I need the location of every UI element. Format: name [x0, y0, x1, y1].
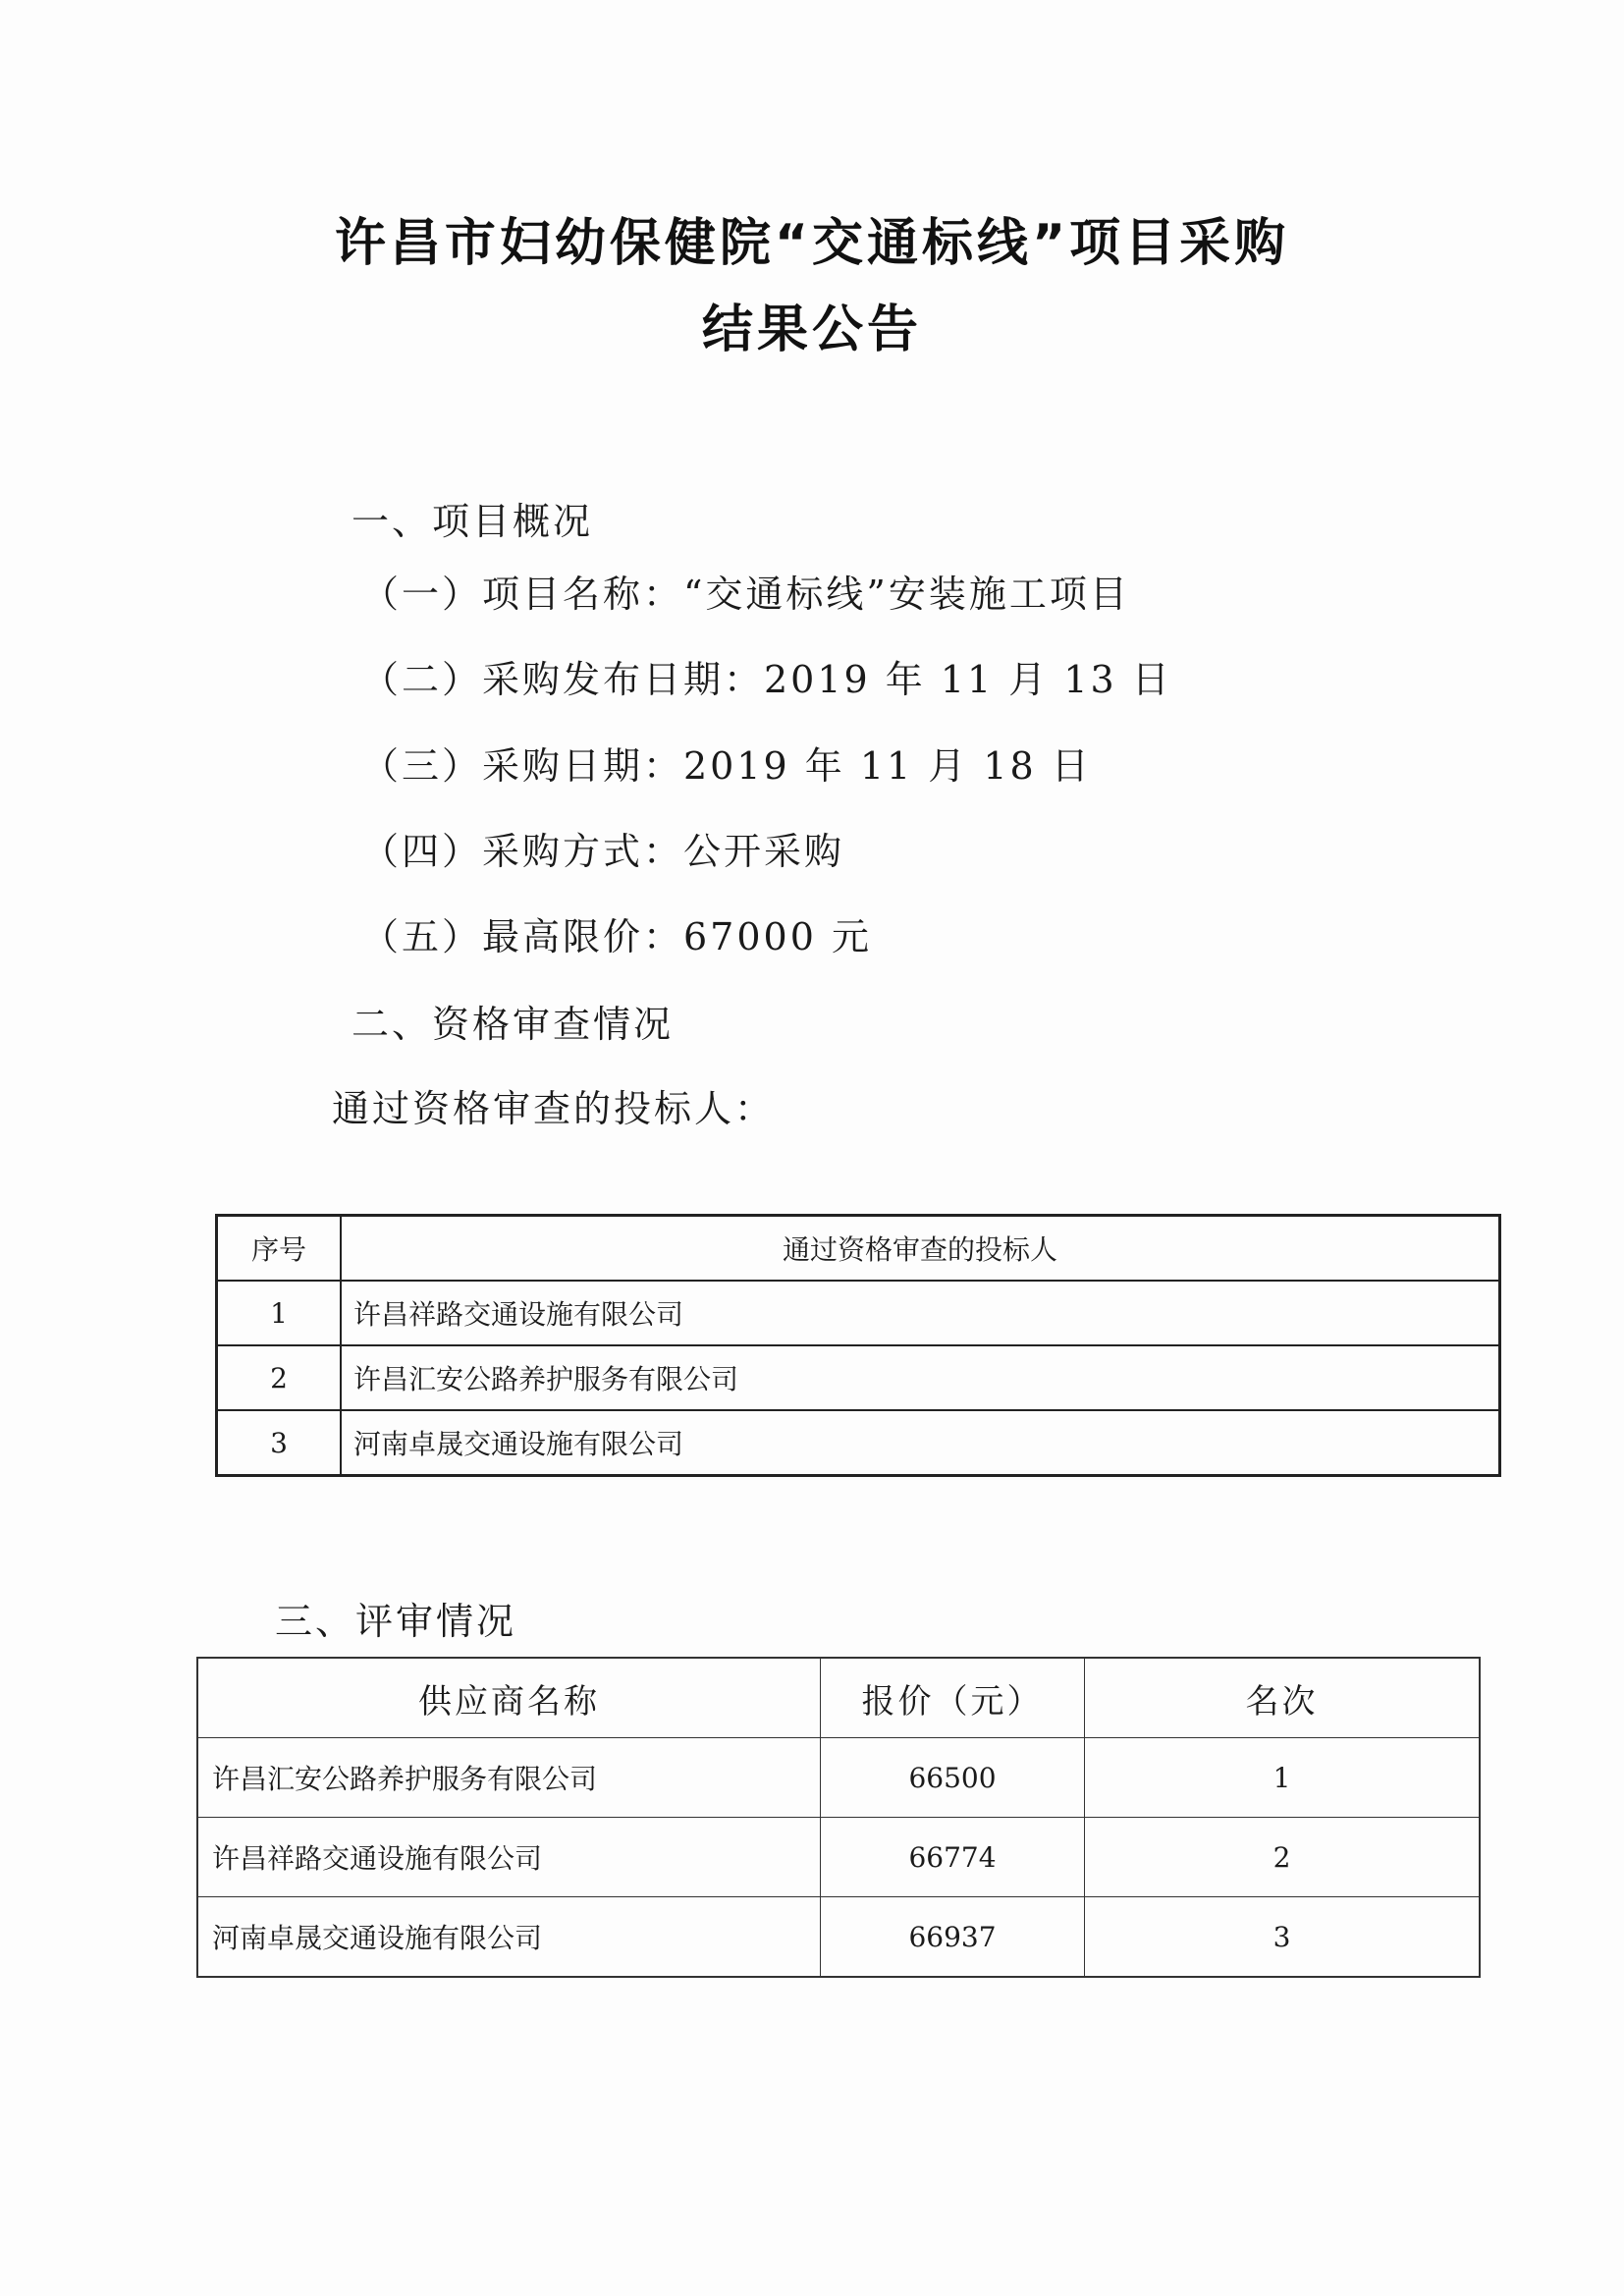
row-serial-no: 3: [217, 1410, 342, 1476]
header-supplier-name: 供应商名称: [197, 1658, 821, 1738]
procurement-method-item: （四）采购方式：公开采购: [361, 830, 845, 873]
row-ranking: 2: [1085, 1818, 1481, 1897]
row-bidder-name: 许昌祥路交通设施有限公司: [341, 1281, 1500, 1345]
evaluation-results-table: [196, 1657, 1481, 1978]
row-supplier-name: 许昌汇安公路养护服务有限公司: [197, 1738, 821, 1818]
row-ranking: 3: [1085, 1897, 1481, 1978]
header-quoted-price: 报价（元）: [821, 1658, 1085, 1738]
table-row: [217, 1345, 1500, 1410]
section2-heading: 二、资格审查情况: [352, 1003, 675, 1046]
procurement-date-item: （三）采购日期：2019 年 11 月 18 日: [361, 744, 1092, 788]
section1-heading: 一、项目概况: [352, 500, 594, 543]
header-ranking: 名次: [1085, 1658, 1481, 1738]
table-row: [217, 1410, 1500, 1476]
table-row: [197, 1818, 1480, 1897]
row-quoted-price: 66500: [821, 1738, 1085, 1818]
row-serial-no: 1: [217, 1281, 342, 1345]
header-serial-no: 序号: [217, 1216, 342, 1282]
row-serial-no: 2: [217, 1345, 342, 1410]
row-ranking: 1: [1085, 1738, 1481, 1818]
section3-heading: 三、评审情况: [275, 1600, 517, 1643]
row-quoted-price: 66937: [821, 1897, 1085, 1978]
row-bidder-name: 河南卓晟交通设施有限公司: [341, 1410, 1500, 1476]
max-price-item: （五）最高限价：67000 元: [361, 915, 872, 958]
table-row: [197, 1897, 1480, 1978]
publish-date-item: （二）采购发布日期：2019 年 11 月 13 日: [361, 658, 1172, 701]
row-supplier-name: 许昌祥路交通设施有限公司: [197, 1818, 821, 1897]
document-title-line-1: 许昌市妇幼保健院“交通标线”项目采购: [334, 214, 1290, 273]
qualified-bidders-table: [215, 1214, 1501, 1477]
table-row: [197, 1738, 1480, 1818]
table-row: [217, 1281, 1500, 1345]
table-header-row: [197, 1658, 1480, 1738]
document-title-line-2: 结果公告: [701, 301, 922, 359]
project-name-item: （一）项目名称：“交通标线”安装施工项目: [361, 573, 1130, 616]
table-header-row: [217, 1216, 1500, 1282]
row-bidder-name: 许昌汇安公路养护服务有限公司: [341, 1345, 1500, 1410]
row-quoted-price: 66774: [821, 1818, 1085, 1897]
header-qualified-bidder: 通过资格审查的投标人: [341, 1216, 1500, 1282]
row-supplier-name: 河南卓晟交通设施有限公司: [197, 1897, 821, 1978]
qualified-bidders-intro: 通过资格审查的投标人：: [332, 1087, 776, 1130]
